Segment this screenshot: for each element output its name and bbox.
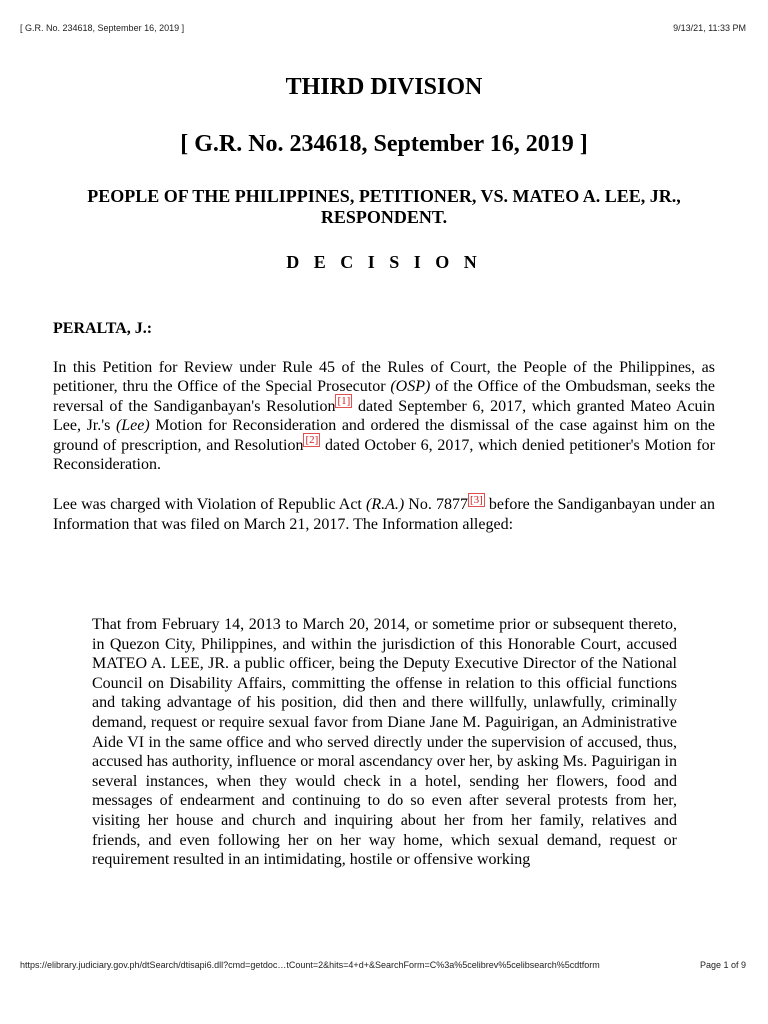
decision-heading: D E C I S I O N bbox=[286, 252, 482, 272]
division-heading: THIRD DIVISION bbox=[285, 74, 483, 100]
header-datetime: 9/13/21, 11:33 PM bbox=[673, 23, 746, 33]
paragraph-text: In this Petition for Review under Rule 45 of the Rules of Court, the People of the Philippines, as petitioner, thru the Office of the Special Prosecutor bbox=[53, 359, 715, 396]
document-body bbox=[53, 70, 716, 869]
italic-term: (Lee) bbox=[115, 417, 150, 435]
case-parties-heading: PEOPLE OF THE PHILIPPINES, PETITIONER, VS. MATEO A. LEE, JR., RESPONDENT. bbox=[87, 186, 681, 227]
footnote-link-3[interactable]: [3] bbox=[469, 494, 483, 507]
italic-term: (OSP) bbox=[390, 378, 431, 396]
paragraph-text: Lee was charged with Violation of Republic Act bbox=[53, 496, 366, 514]
paragraph-1 bbox=[53, 358, 715, 474]
print-header bbox=[20, 23, 746, 33]
ponente: PERALTA, J.: bbox=[53, 320, 153, 337]
footnote-link-1[interactable]: [1] bbox=[337, 395, 351, 408]
footnote-link-2[interactable]: [2] bbox=[305, 434, 319, 447]
paragraph-text: Motion for Reconsideration and ordered the dismissal of the case against him on the ground of prescription, and Resolution bbox=[53, 417, 715, 454]
paragraph-text: dated September 6, 2017, which granted Mateo Acuin Lee, Jr.'s bbox=[53, 397, 716, 435]
case-number-heading: [ G.R. No. 234618, September 16, 2019 ] bbox=[180, 131, 588, 157]
block-quote-information: That from February 14, 2013 to March 20, 2014, or sometime prior or subsequent thereto, in Quezon City, Philippines, and within the jurisdiction of this Honorable Court, accused MATEO A. LEE, JR. a public officer, being the Deputy Executive Director of the National Council on Disability Affairs, committing the offense in relation to this official functions and taking advantage of his position, did then and there willfully, unlawfully, criminally demand, request or require sexual favor from Diane Jane M. Paguirigan, an Administrative Aide VI in the same office and who served directly under the supervision of accused, thus, accused has authority, influence or moral ascendancy over her, by asking Ms. Paguirigan in several instances, when they would check in a hotel, sending her flowers, food and messages of endearment and continuing to do so even after several protests from her, visiting her house and church and inquiring about her from her family, relatives and friends, and even following her on her way home, which sexual demand, request or requirement resulted in an intimidating, hostile or offensive working bbox=[92, 616, 677, 869]
italic-term: (R.A.) bbox=[365, 496, 405, 514]
header-title: [ G.R. No. 234618, September 16, 2019 ] bbox=[20, 23, 185, 33]
paragraph-text: dated October 6, 2017, which denied petitioner's Motion for Reconsideration. bbox=[53, 436, 716, 474]
footer-url: https://elibrary.judiciary.gov.ph/dtSearch/dtisapi6.dll?cmd=getdoc…tCount=2&hits=4+d+&SearchForm=C%3a%5celibrev%5celibsearch%5cdtform bbox=[20, 960, 600, 970]
paragraph-text: before the Sandiganbayan under an Information that was filed on March 21, 2017. The Information alleged: bbox=[53, 496, 715, 533]
print-footer bbox=[20, 960, 746, 970]
page-counter: Page 1 of 9 bbox=[699, 960, 746, 970]
paragraph-text: of the Office of the Ombudsman, seeks the reversal of the Sandiganbayan's Resolution bbox=[53, 378, 715, 415]
paragraph-text: No. 7877 bbox=[404, 496, 468, 514]
paragraph-2 bbox=[53, 495, 715, 534]
